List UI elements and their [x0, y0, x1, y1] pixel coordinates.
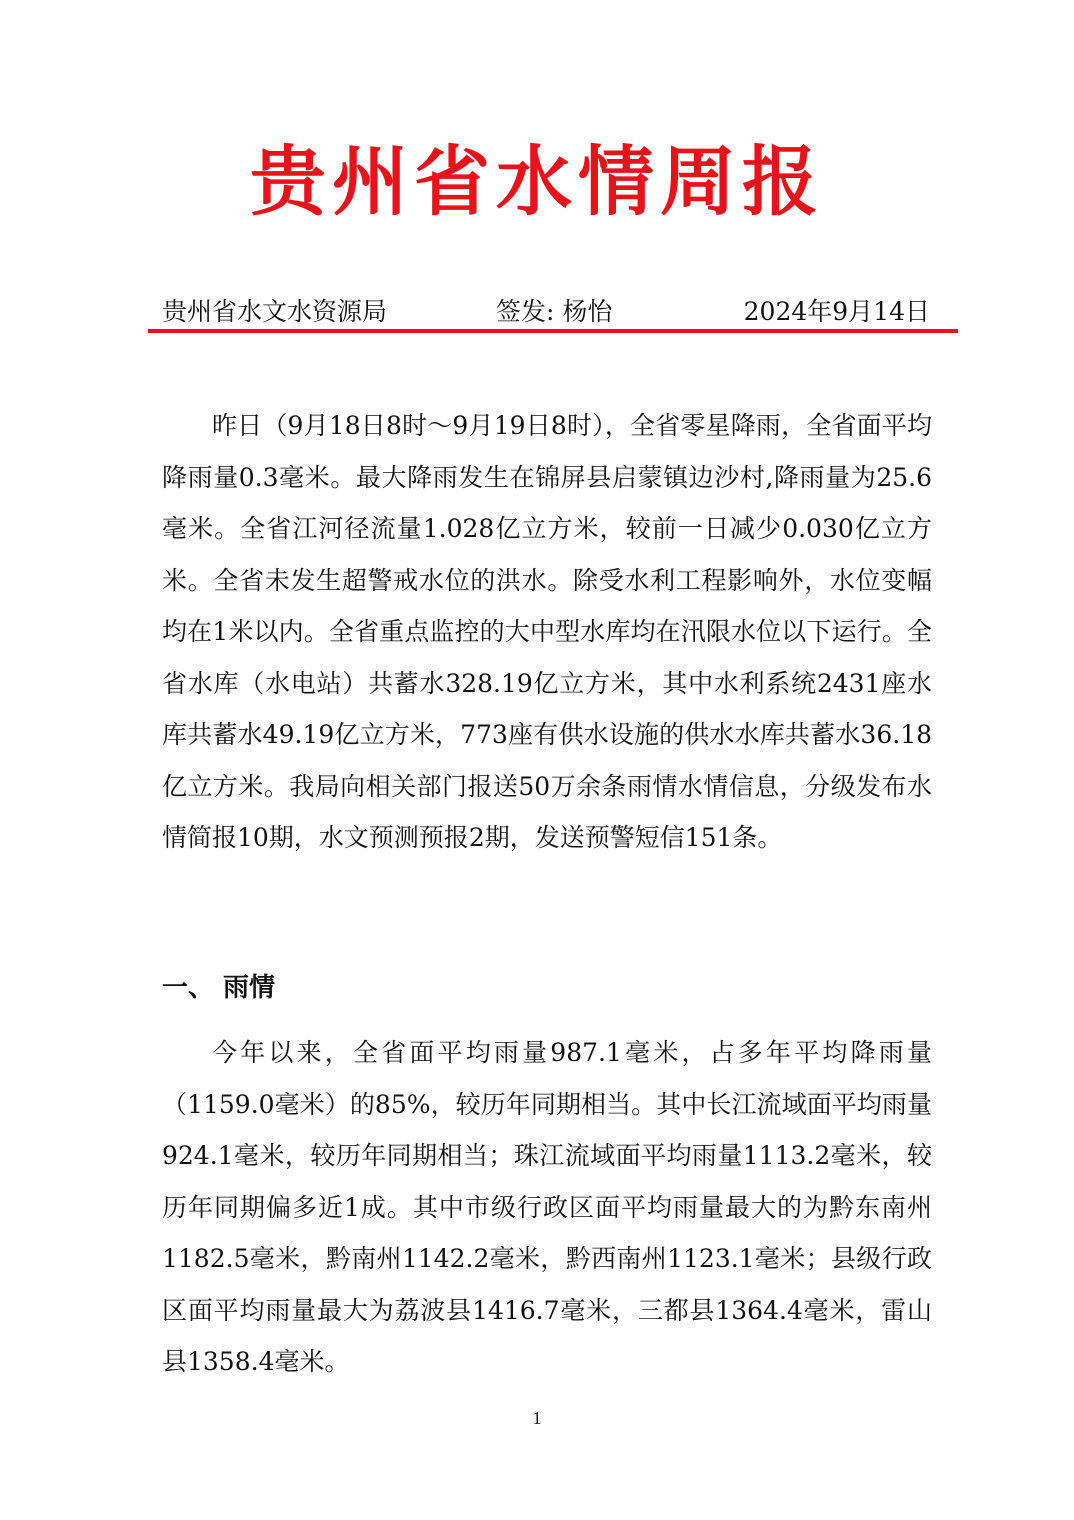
page-number: 1: [532, 1408, 542, 1428]
signer: 签发: 杨怡: [496, 297, 613, 326]
intro-paragraph: 昨日（9月18日8时～9月19日8时），全省零星降雨，全省面平均降雨量0.3毫米。最大降雨发生在锦屏县启蒙镇边沙村,降雨量为25.6毫米。全省江河径流量1.028亿立方米，较前一日减少0.030亿立方米。全省未发生超警戒水位的洪水。除受水利工程影响外，水位变幅均在1米以内。全省重点监控的大中型水库均在汛限水位以下运行。全省水库（水电站）共蓄水328.19亿立方米，其中水利系统2431座水库共蓄水49.19亿立方米，773座有供水设施的供水水库共蓄水36.18亿立方米。我局向相关部门报送50万余条雨情水情信息，分级发布水情简报10期，水文预测预报2期，发送预警短信151条。: [162, 411, 932, 852]
issue-date: 2024年9月14日: [743, 297, 930, 326]
rainfall-paragraph: 今年以来，全省面平均雨量987.1毫米，占多年平均降雨量（1159.0毫米）的85%，较历年同期相当。其中长江流域面平均雨量924.1毫米，较历年同期相当；珠江流域面平均雨量1113.2毫米，较历年同期偏多近1成。其中市级行政区面平均雨量最大的为黔东南州1182.5毫米，黔南州1142.2毫米，黔西南州1123.1毫米；县级行政区面平均雨量最大为荔波县1416.7毫米，三都县1364.4毫米，雷山县1358.4毫米。: [162, 1038, 932, 1376]
section-heading-rainfall: 一、 雨情: [162, 973, 276, 1003]
header-divider: [148, 329, 958, 333]
report-header: [162, 294, 932, 330]
issuing-organization: 贵州省水文水资源局: [162, 297, 388, 326]
report-title: 贵州省水情周报: [250, 137, 824, 226]
